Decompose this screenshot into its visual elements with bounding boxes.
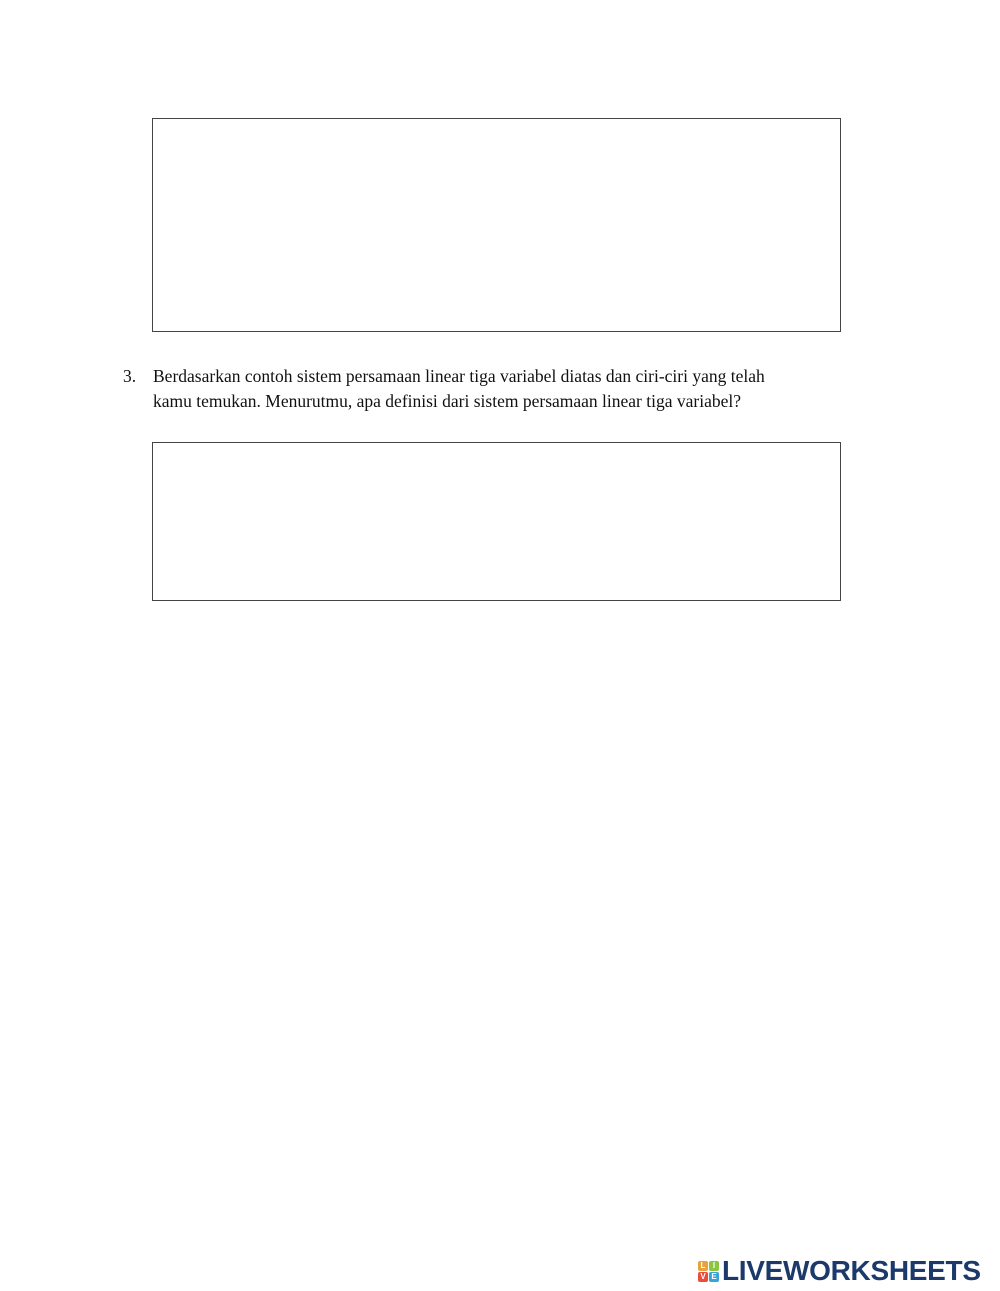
logo-letter-v: V [698,1272,708,1282]
question-line: kamu temukan. Menurutmu, apa definisi dari sistem persamaan linear tiga variabel? [153,391,741,411]
logo-letter-l: L [698,1261,708,1271]
question-line: Berdasarkan contoh sistem persamaan linear tiga variabel diatas dan ciri-ciri yang telah [153,366,765,386]
answer-box-3[interactable] [152,442,841,601]
answer-box-2[interactable] [152,118,841,332]
brand-name: LIVEWORKSHEETS [722,1255,981,1286]
question-number: 3. [123,366,137,386]
question-text [153,364,853,414]
liveworksheets-logo [698,1255,981,1287]
logo-letter-i: I [709,1261,719,1271]
live-icon [698,1261,719,1282]
logo-letter-e: E [709,1272,719,1282]
